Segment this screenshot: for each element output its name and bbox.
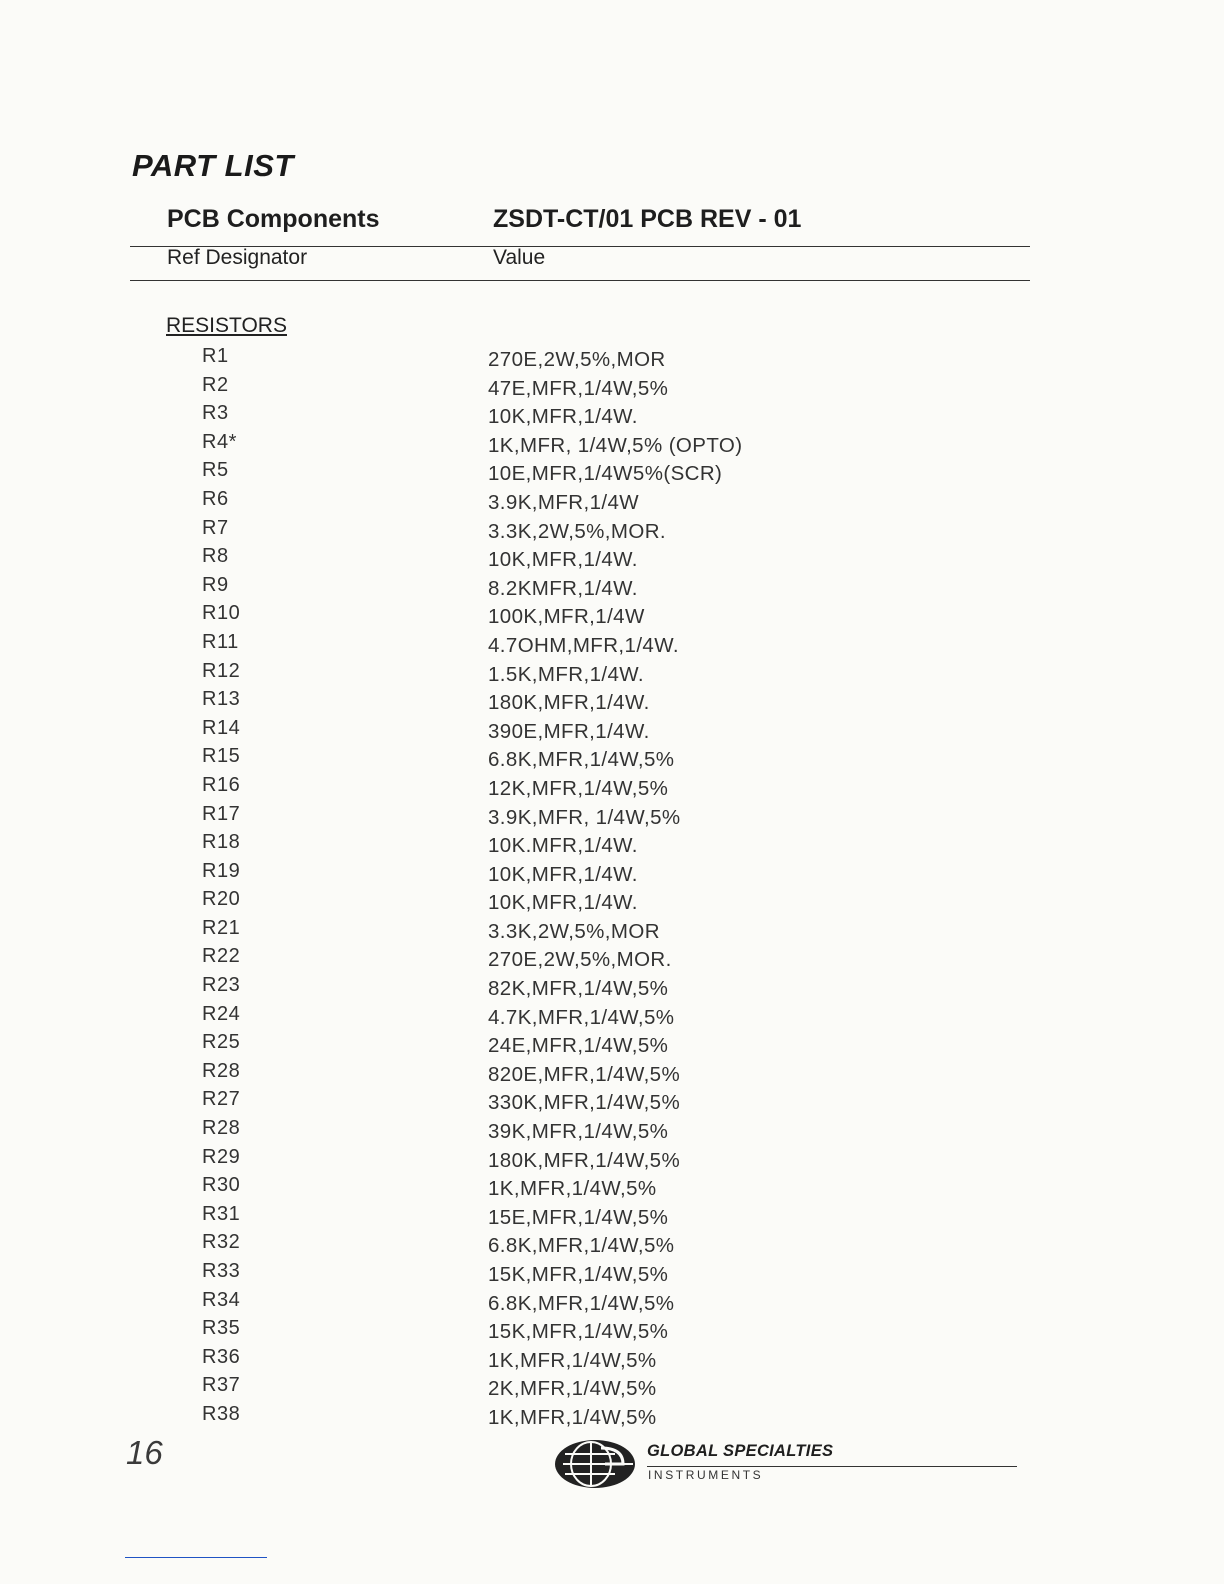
part-ref: R19 xyxy=(202,859,241,882)
part-row xyxy=(0,831,1224,860)
part-row xyxy=(0,1374,1224,1403)
part-value: 3.3K,2W,5%,MOR xyxy=(488,919,660,943)
part-row xyxy=(0,945,1224,974)
part-value: 10K,MFR,1/4W. xyxy=(488,862,638,886)
part-ref: R32 xyxy=(202,1231,241,1254)
part-row xyxy=(0,488,1224,517)
part-row xyxy=(0,374,1224,403)
part-ref: R16 xyxy=(202,773,241,796)
part-row xyxy=(0,888,1224,917)
part-ref: R28 xyxy=(202,1059,241,1082)
part-row xyxy=(0,803,1224,832)
part-row xyxy=(0,1203,1224,1232)
part-value: 820E,MFR,1/4W,5% xyxy=(488,1062,681,1086)
part-ref: R20 xyxy=(202,888,241,911)
part-value: 10K,MFR,1/4W. xyxy=(488,405,638,429)
part-ref: R2 xyxy=(202,373,229,396)
part-row xyxy=(0,1060,1224,1089)
part-value: 1.5K,MFR,1/4W. xyxy=(488,662,644,686)
section-heading-resistors: RESISTORS xyxy=(166,314,287,337)
part-row xyxy=(0,1231,1224,1260)
part-row xyxy=(0,1003,1224,1032)
part-ref: R25 xyxy=(202,1031,241,1054)
part-value: 24E,MFR,1/4W,5% xyxy=(488,1034,669,1058)
page-number: 16 xyxy=(126,1434,163,1471)
header-pcb-components: PCB Components xyxy=(167,205,380,233)
part-value: 4.7K,MFR,1/4W,5% xyxy=(488,1005,675,1029)
part-value: 10E,MFR,1/4W5%(SCR) xyxy=(488,462,723,486)
part-ref: R36 xyxy=(202,1345,241,1368)
header-divider-bottom xyxy=(130,280,1030,281)
part-value: 390E,MFR,1/4W. xyxy=(488,719,650,743)
part-row xyxy=(0,517,1224,546)
column-header-ref: Ref Designator xyxy=(167,246,308,269)
part-ref: R22 xyxy=(202,945,241,968)
part-row xyxy=(0,688,1224,717)
part-ref: R11 xyxy=(202,630,239,653)
part-value: 10K,MFR,1/4W. xyxy=(488,548,638,572)
part-row xyxy=(0,1146,1224,1175)
part-value: 6.8K,MFR,1/4W,5% xyxy=(488,748,675,772)
brand-name: GLOBAL SPECIALTIES xyxy=(647,1442,834,1460)
part-value: 180K,MFR,1/4W. xyxy=(488,691,650,715)
header-pcb-revision: ZSDT-CT/01 PCB REV - 01 xyxy=(493,205,802,233)
part-row xyxy=(0,631,1224,660)
part-ref: R4* xyxy=(202,430,237,453)
part-row xyxy=(0,1346,1224,1375)
part-value: 82K,MFR,1/4W,5% xyxy=(488,977,669,1001)
part-value: 15K,MFR,1/4W,5% xyxy=(488,1320,669,1344)
page-title: PART LIST xyxy=(132,148,294,183)
part-ref: R27 xyxy=(202,1088,241,1111)
part-ref: R18 xyxy=(202,831,241,854)
part-ref: R28 xyxy=(202,1117,241,1140)
part-value: 10K,MFR,1/4W. xyxy=(488,891,638,915)
part-row xyxy=(0,860,1224,889)
part-value: 3.9K,MFR,1/4W xyxy=(488,490,640,514)
part-row xyxy=(0,1174,1224,1203)
part-row xyxy=(0,660,1224,689)
part-ref: R30 xyxy=(202,1174,241,1197)
part-value: 3.9K,MFR, 1/4W,5% xyxy=(488,805,681,829)
part-ref: R14 xyxy=(202,716,241,739)
part-row xyxy=(0,774,1224,803)
part-ref: R23 xyxy=(202,974,241,997)
part-value: 100K,MFR,1/4W xyxy=(488,605,645,629)
part-ref: R21 xyxy=(202,916,241,939)
part-row xyxy=(0,602,1224,631)
part-row xyxy=(0,1117,1224,1146)
part-ref: R5 xyxy=(202,459,229,482)
part-ref: R9 xyxy=(202,573,229,596)
part-ref: R37 xyxy=(202,1374,241,1397)
part-value: 4.7OHM,MFR,1/4W. xyxy=(488,633,679,657)
part-ref: R29 xyxy=(202,1145,241,1168)
part-value: 180K,MFR,1/4W,5% xyxy=(488,1148,681,1172)
part-ref: R6 xyxy=(202,487,229,510)
part-row xyxy=(0,917,1224,946)
part-value: 3.3K,2W,5%,MOR. xyxy=(488,519,667,543)
part-ref: R12 xyxy=(202,659,241,682)
brand-divider xyxy=(647,1466,1017,1467)
part-value: 10K.MFR,1/4W. xyxy=(488,834,638,858)
part-row xyxy=(0,1317,1224,1346)
part-ref: R38 xyxy=(202,1402,241,1425)
parts-list xyxy=(0,345,1224,1432)
part-value: 15K,MFR,1/4W,5% xyxy=(488,1263,669,1286)
part-value: 2K,MFR,1/4W,5% xyxy=(488,1377,657,1401)
part-value: 1K,MFR,1/4W,5% xyxy=(488,1177,657,1201)
part-row xyxy=(0,974,1224,1003)
part-ref: R3 xyxy=(202,402,229,425)
part-row xyxy=(0,745,1224,774)
part-ref: R10 xyxy=(202,602,241,625)
part-ref: R33 xyxy=(202,1260,241,1282)
part-row xyxy=(0,545,1224,574)
part-row xyxy=(0,459,1224,488)
part-ref: R31 xyxy=(202,1202,241,1225)
part-value: 1K,MFR,1/4W,5% xyxy=(488,1405,657,1429)
part-ref: R15 xyxy=(202,745,241,768)
part-row xyxy=(0,402,1224,431)
part-row xyxy=(0,717,1224,746)
part-row xyxy=(0,1260,1224,1289)
part-row xyxy=(0,1403,1224,1432)
globe-logo-icon xyxy=(553,1438,637,1490)
part-ref: R24 xyxy=(202,1002,241,1025)
part-ref: R35 xyxy=(202,1317,241,1340)
bottom-blue-line xyxy=(125,1557,267,1558)
part-value: 47E,MFR,1/4W,5% xyxy=(488,376,669,400)
part-value: 1K,MFR,1/4W,5% xyxy=(488,1348,657,1372)
part-ref: R8 xyxy=(202,545,229,568)
part-row xyxy=(0,431,1224,460)
part-value: 270E,2W,5%,MOR. xyxy=(488,948,672,972)
part-value: 8.2KMFR,1/4W. xyxy=(488,576,638,600)
part-value: 330K,MFR,1/4W,5% xyxy=(488,1091,681,1115)
part-value: 1K,MFR, 1/4W,5% (OPTO) xyxy=(488,433,743,457)
part-ref: R34 xyxy=(202,1288,241,1311)
part-value: 39K,MFR,1/4W,5% xyxy=(488,1120,669,1144)
part-value: 6.8K,MFR,1/4W,5% xyxy=(488,1234,675,1258)
part-row xyxy=(0,345,1224,374)
part-value: 12K,MFR,1/4W,5% xyxy=(488,776,669,800)
part-ref: R17 xyxy=(202,802,241,825)
part-value: 15E,MFR,1/4W,5% xyxy=(488,1205,669,1229)
part-row xyxy=(0,574,1224,603)
part-value: 270E,2W,5%,MOR xyxy=(488,348,666,371)
column-header-value: Value xyxy=(493,246,546,269)
part-ref: R13 xyxy=(202,688,241,711)
part-row xyxy=(0,1031,1224,1060)
brand-subtitle: INSTRUMENTS xyxy=(648,1468,764,1482)
part-ref: R7 xyxy=(202,516,229,539)
part-ref: R1 xyxy=(202,345,229,367)
part-value: 6.8K,MFR,1/4W,5% xyxy=(488,1291,675,1315)
part-row xyxy=(0,1289,1224,1318)
part-row xyxy=(0,1088,1224,1117)
